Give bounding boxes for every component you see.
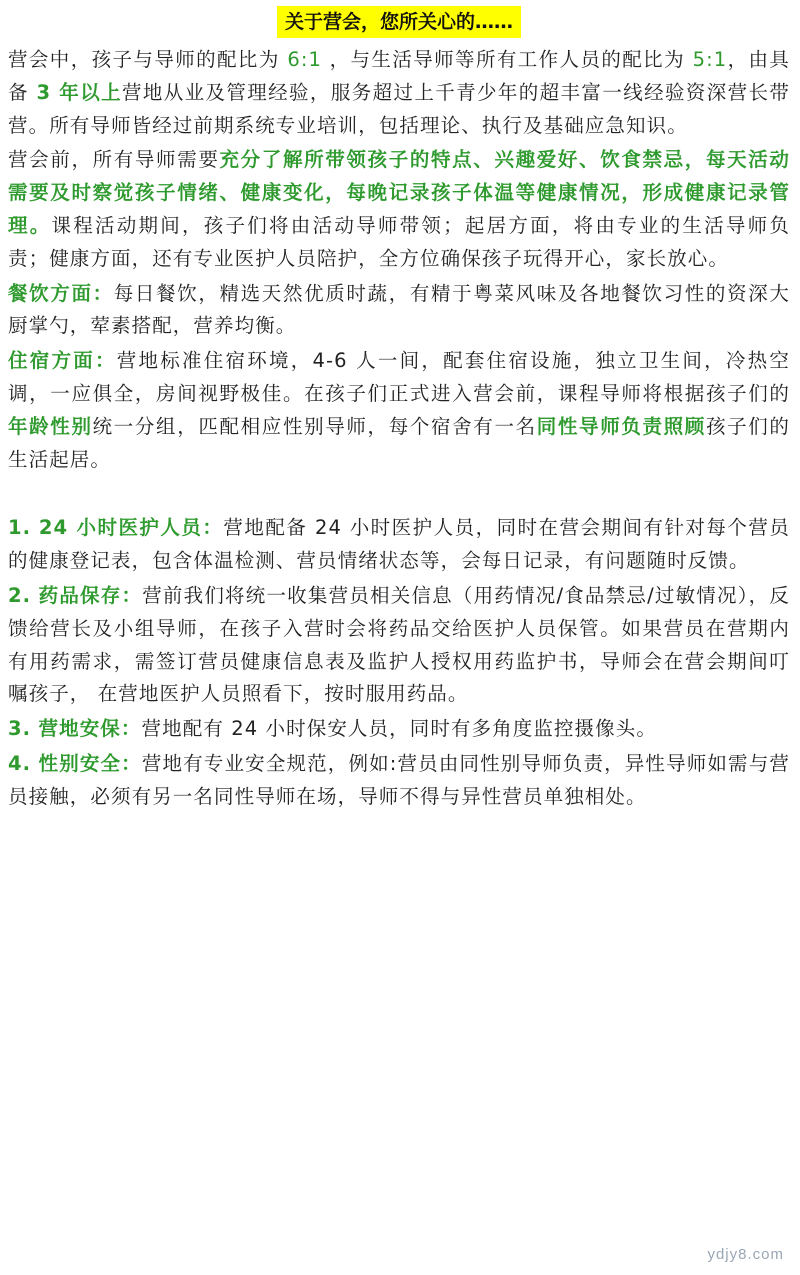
list-label: 性别安全：: [38, 751, 142, 775]
list-number: 2.: [8, 583, 32, 607]
accommodation-label: 住宿方面：: [8, 349, 117, 373]
text-segment: 营地标准住宿环境，4-6 人一间，配套住宿设施，独立卫生间，冷热空调，一应俱全，房间视野极佳。在孩子们正式进入营会前，课程导师将根据孩子们的: [8, 349, 790, 405]
ratio-all-staff: 5:1: [692, 48, 728, 71]
paragraph-dining: [8, 278, 790, 344]
spacer: [8, 478, 790, 512]
experience-years: 3 年以上: [36, 80, 122, 104]
text-segment: 课程活动期间，孩子们将由活动导师带领；起居方面，将由专业的生活导师负责；健康方面，还有专业医护人员陪护，全方位确保孩子玩得开心，家长放心。: [8, 213, 790, 270]
paragraph-staff-ratio: [8, 44, 790, 142]
list-text: 营地有专业安全规范，例如:营员由同性别导师负责，异性导师如需与营员接触，必须有另一名同性导师在场，导师不得与异性营员单独相处。: [8, 751, 790, 808]
list-text: 营地配有 24 小时保安人员，同时有多角度监控摄像头。: [141, 717, 657, 741]
page-title: 关于营会，您所关心的……: [277, 6, 521, 38]
paragraph-pre-camp: [8, 144, 790, 275]
list-text: 营地配备 24 小时医护人员，同时在营会期间有针对每个营员的健康登记表，包含体温检测、营员情绪状态等，会每日记录，有问题随时反馈。: [8, 516, 790, 573]
text-segment: 营地从业及管理经验，服务超过上千青少年的超丰富一线经验资深营长带营。所有导师皆经过前期系统专业培训，包括理论、执行及基础应急知识。: [8, 80, 790, 137]
list-label: 24 小时医护人员：: [38, 516, 224, 540]
text-segment: 孩子们的生活起居。: [8, 414, 791, 471]
list-label: 药品保存：: [38, 583, 143, 607]
text-segment: 营会中，孩子与导师的配比为: [8, 48, 288, 71]
text-segment: 统一分组，匹配相应性别导师，每个宿舍有一名: [92, 414, 537, 438]
dining-label: 餐饮方面：: [8, 281, 114, 305]
text-segment: ，由具备: [8, 48, 790, 104]
highlight-text: 年龄性别: [8, 414, 93, 438]
list-item-medicine: [8, 580, 790, 711]
list-label: 营地安保：: [38, 717, 142, 741]
highlight-text: 同性导师负责照顾: [536, 414, 706, 438]
list-number: 3.: [8, 717, 32, 741]
list-item-security: [8, 713, 790, 746]
highlight-text: 充分了解所带领孩子的特点、兴趣爱好、饮食禁忌，每天活动需要及时察觉孩子情绪、健康变化，每晚记录孩子体温等健康情况，形成健康记录管理。: [8, 148, 790, 237]
title-wrapper: [8, 6, 790, 38]
text-segment: 每日餐饮，精选天然优质时蔬，有精于粤菜风味及各地餐饮习性的资深大厨掌勺，荤素搭配，营养均衡。: [8, 281, 790, 338]
ratio-child-mentor: 6:1: [287, 48, 323, 71]
watermark: ydjy8.com: [707, 1246, 784, 1263]
list-item-gender-safety: [8, 748, 790, 814]
text-segment: 营会前，所有导师需要: [8, 148, 220, 172]
list-number: 4.: [8, 751, 32, 775]
list-text: 营前我们将统一收集营员相关信息（用药情况/食品禁忌/过敏情况），反馈给营长及小组导师，在孩子入营时会将药品交给医护人员保管。如果营员在营期内有用药需求，需签订营员健康信息表及监护人授权用药监护书，导师会在营会期间叮嘱孩子， 在营地医护人员照看下，按时服用药品。: [8, 583, 790, 706]
text-segment: ，与生活导师等所有工作人员的配比为: [322, 48, 693, 71]
list-number: 1.: [8, 516, 32, 540]
paragraph-accommodation: [8, 345, 790, 476]
list-item-medical: [8, 512, 790, 578]
